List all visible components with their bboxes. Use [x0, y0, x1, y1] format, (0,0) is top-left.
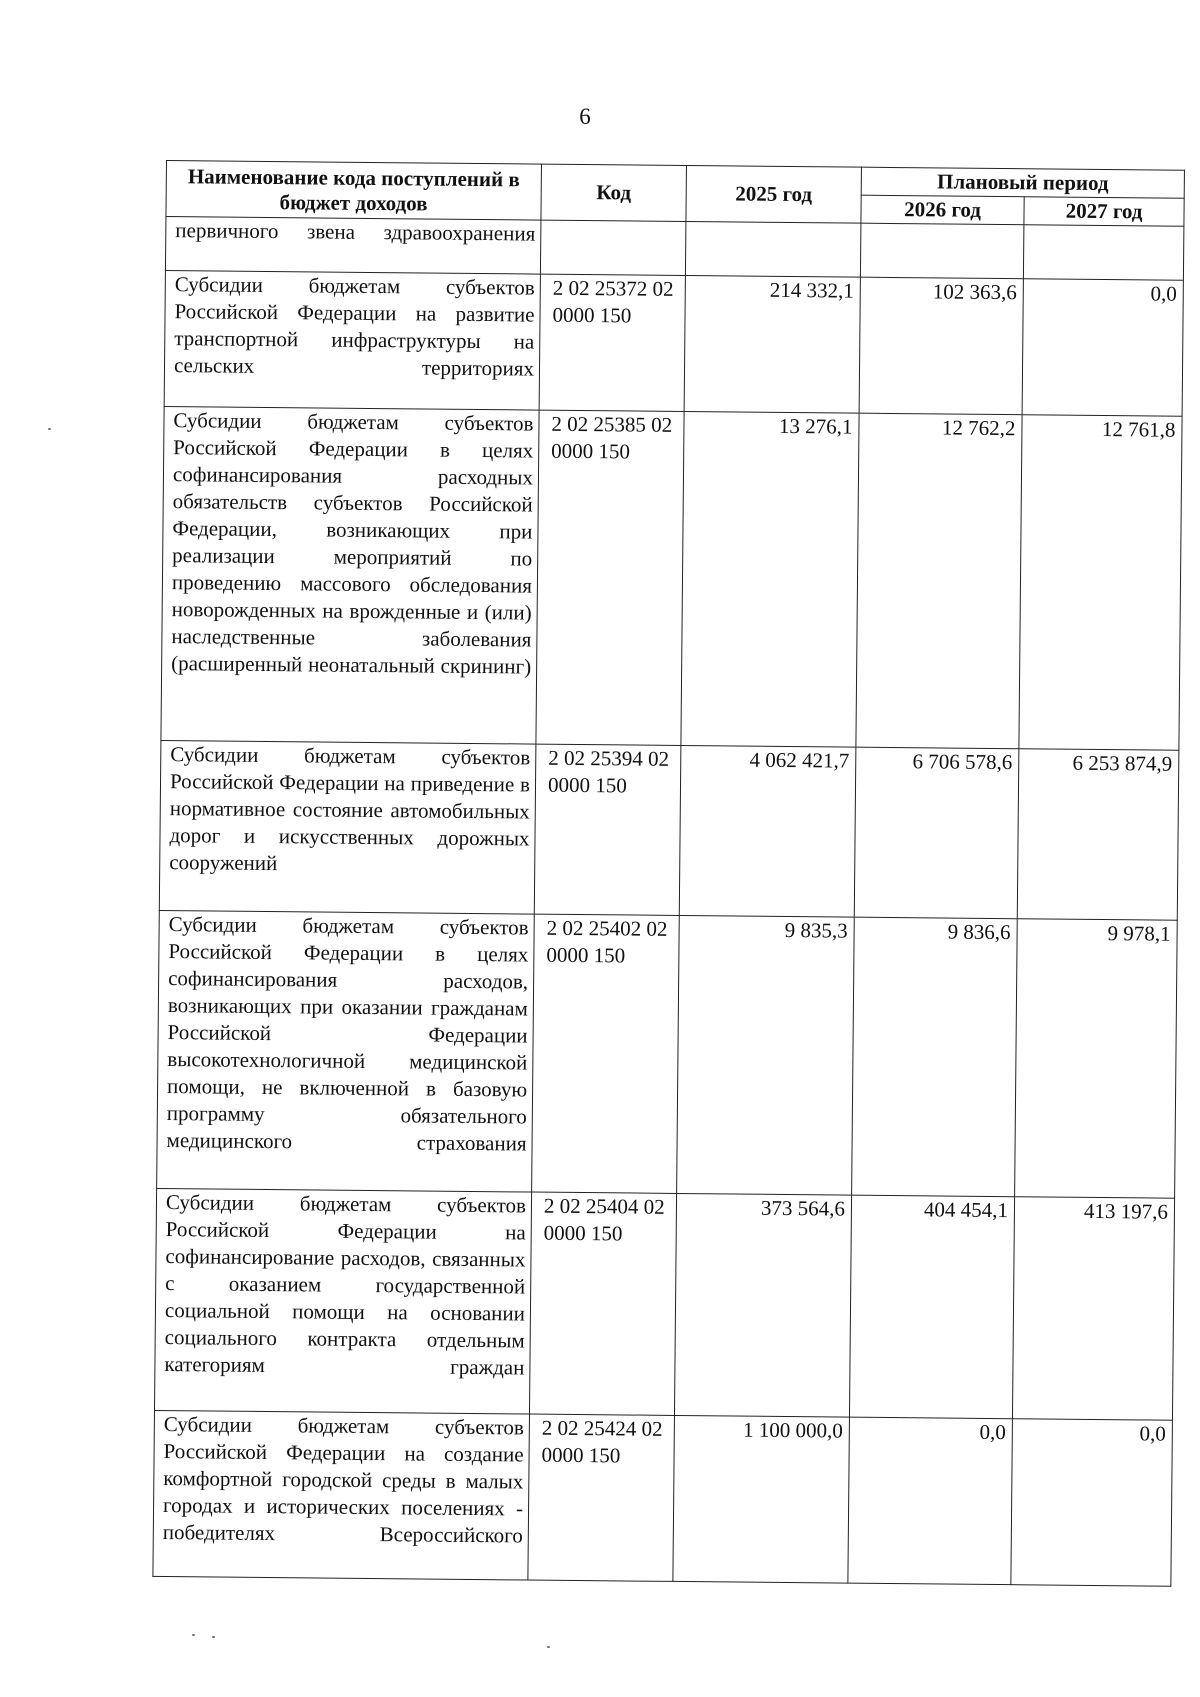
row-value-2025: 1 100 000,0: [673, 1415, 850, 1583]
row-value-2026: 9 836,6: [852, 917, 1018, 1197]
row-code: 2 02 25404 02 0000 150: [529, 1192, 676, 1415]
header-year-2026: 2026 год: [861, 195, 1024, 225]
row-code: 2 02 25372 02 0000 150: [539, 274, 685, 411]
row-name: Субсидии бюджетам субъектов Российской Федерации на развитие транспортной инфраструктуры на сельских территориях: [164, 270, 540, 410]
table-body: [153, 217, 1184, 1587]
header-year-2027: 2027 год: [1024, 197, 1184, 227]
row-value-2026: [860, 223, 1024, 279]
table-row: [159, 740, 1179, 920]
budget-revenue-table-sheet: [152, 160, 1184, 1587]
row-value-2025: 9 835,3: [677, 915, 855, 1195]
scan-speck: [192, 1634, 195, 1636]
table-header: [166, 161, 1184, 227]
row-value-2025: 4 062 421,7: [679, 745, 856, 917]
row-code: 2 02 25424 02 0000 150: [528, 1414, 675, 1581]
table-row: [157, 910, 1178, 1198]
row-value-2027: 12 761,8: [1019, 415, 1182, 751]
scan-speck: [48, 428, 51, 430]
table-row: [153, 1410, 1173, 1586]
row-name: Субсидии бюджетам субъектов Российской Федерации на софинансирование расходов, связанных с оказанием государственной социальной помощи на основании социального контракта отдельным категориям граждан: [154, 1188, 531, 1414]
row-value-2027: 0,0: [1011, 1419, 1173, 1587]
row-value-2027: [1023, 225, 1184, 281]
row-value-2026: 404 454,1: [849, 1195, 1014, 1419]
header-planning-period: Плановый период: [861, 167, 1184, 198]
row-name: Субсидии бюджетам субъектов Российской Федерации на создание комфортной городской среды в малых городах и исторических поселениях - победителях Всероссийского: [153, 1410, 530, 1580]
table-row: [161, 406, 1182, 750]
row-value-2025: [685, 221, 861, 277]
row-code: 2 02 25402 02 0000 150: [532, 914, 680, 1193]
row-code: [540, 220, 686, 275]
row-value-2027: 9 978,1: [1015, 919, 1178, 1199]
row-value-2026: 0,0: [848, 1417, 1013, 1585]
page-number: 6: [579, 104, 591, 129]
row-value-2025: 214 332,1: [684, 275, 860, 413]
row-name: Субсидии бюджетам субъектов Российской Федерации в целях софинансирования расходных обязательств субъектов Российской Федерации, возникающих при реализации мероприятий по проведению массового обследования новорожденных на врожденные и (или) наследственные заболевания (расширенный неонатальный скрининг): [161, 406, 539, 744]
header-name: Наименование кода поступлений в бюджет доходов: [166, 161, 542, 221]
budget-revenue-table: [152, 160, 1185, 1587]
row-value-2027: 413 197,6: [1012, 1197, 1174, 1421]
scan-speck: [547, 1646, 550, 1648]
row-value-2026: 12 762,2: [856, 413, 1022, 749]
table-row: [164, 270, 1183, 416]
row-value-2027: 6 253 874,9: [1017, 749, 1179, 921]
row-value-2025: 373 564,6: [674, 1193, 851, 1417]
table-row: [165, 217, 1183, 281]
row-value-2026: 6 706 578,6: [854, 747, 1019, 919]
row-code: 2 02 25394 02 0000 150: [534, 744, 681, 915]
row-value-2025: 13 276,1: [681, 411, 859, 747]
row-code: 2 02 25385 02 0000 150: [536, 410, 684, 745]
header-code: Код: [541, 164, 687, 221]
row-name: Субсидии бюджетам субъектов Российской Федерации на приведение в нормативное состояние автомобильных дорог и искусственных дорожных сооружений: [159, 740, 536, 914]
row-value-2027: 0,0: [1022, 279, 1183, 417]
row-name: Субсидии бюджетам субъектов Российской Федерации в целях софинансирования расходов, возникающих при оказании гражданам Российской Федерации высокотехнологичной медицинской помощи, не включенной в базовую программу обязательного медицинского страхования: [157, 910, 535, 1192]
header-year-2025: 2025 год: [686, 165, 862, 223]
scan-speck: [212, 1636, 215, 1638]
row-name: первичного звена здравоохранения: [165, 217, 541, 275]
row-value-2026: 102 363,6: [859, 277, 1023, 415]
table-row: [154, 1188, 1174, 1420]
